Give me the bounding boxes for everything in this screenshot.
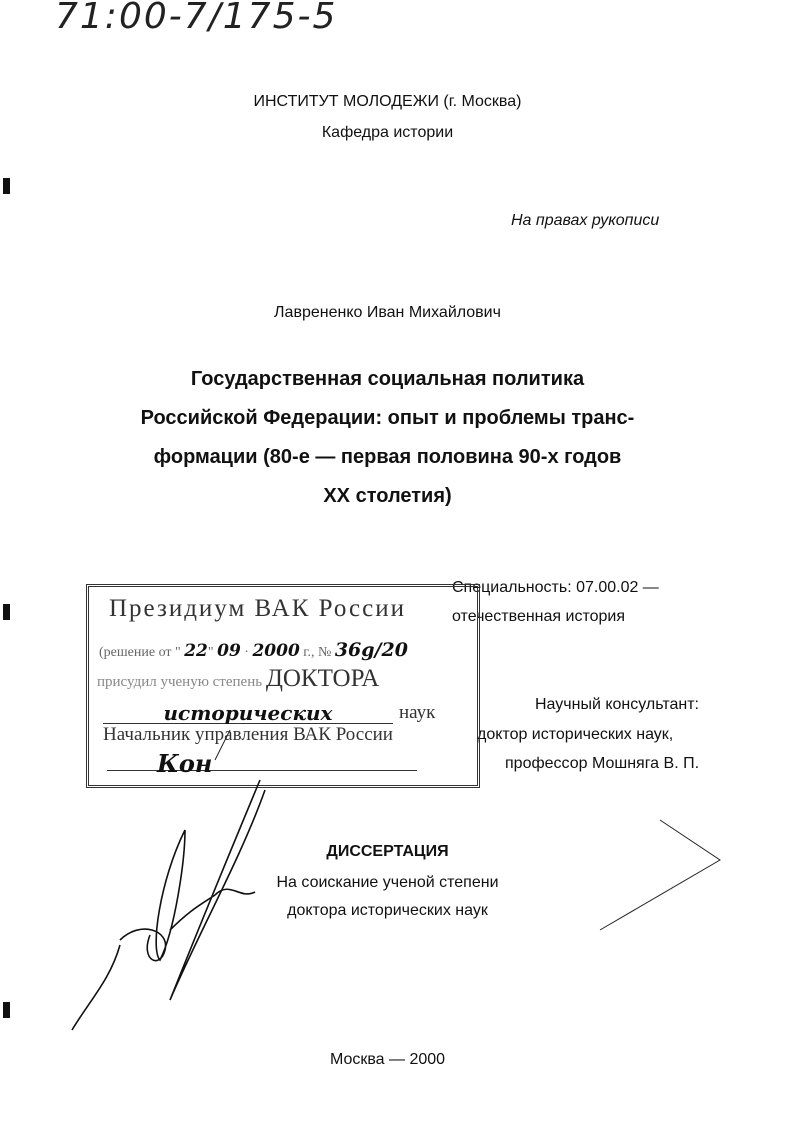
stamp-decision-mid: г., № — [303, 645, 332, 660]
place-year: Москва — 2000 — [329, 1051, 446, 1068]
stamp-signature: Кон — [157, 749, 213, 778]
stamp-field-suffix: наук — [399, 702, 436, 723]
consultant-label: Научный консультант: — [535, 696, 699, 713]
institution: ИНСТИТУТ МОЛОДЕЖИ (г. Москва) — [253, 93, 522, 110]
stamp-field-handwritten: исторических — [163, 701, 333, 725]
title-line: Российской Федерации: опыт и проблемы транс- — [140, 407, 635, 429]
specialty-code: Специальность: 07.00.02 — — [452, 579, 659, 596]
consultant-degree: доктор исторических наук, — [477, 726, 674, 743]
stamp-header: Президиум ВАК России — [109, 595, 406, 622]
department: Кафедра истории — [321, 124, 454, 141]
vak-stamp: Президиум ВАК России (решение от " 22" 09 · 2000 г., № 36g/20 присудил ученую степень ДОКТОРА исторических наук Начальник управления ВАК России Кон — [86, 584, 480, 788]
specialty-name: отечественная история — [452, 608, 626, 625]
stamp-decision-prefix: (решение от " — [99, 645, 181, 660]
stamp-month: 09 — [217, 641, 241, 661]
degree-purpose-line2: доктора исторических наук — [287, 902, 488, 919]
work-type: ДИССЕРТАЦИЯ — [326, 843, 449, 860]
degree-purpose-line1: На соискание ученой степени — [276, 874, 499, 891]
title-line: формации (80-е — первая половина 90-х годов — [153, 446, 622, 468]
stamp-day: 22 — [184, 641, 208, 661]
archive-number-handwritten: 71:00-7/175-5 — [55, 0, 338, 37]
manuscript-note: На правах рукописи — [511, 212, 660, 229]
stamp-year: 2000 — [252, 641, 300, 661]
title-line: Государственная социальная политика — [190, 368, 585, 390]
title-line: XX столетия) — [323, 485, 452, 507]
stamp-awarded: присудил ученую степень — [97, 674, 263, 690]
stamp-chief: Начальник управления ВАК России — [103, 724, 393, 745]
stamp-number: 36g/20 — [334, 639, 408, 661]
stamp-degree: ДОКТОРА — [265, 665, 380, 692]
author-name: Лаврененко Иван Михайлович — [274, 304, 501, 321]
consultant-name: профессор Мошняга В. П. — [505, 755, 700, 772]
